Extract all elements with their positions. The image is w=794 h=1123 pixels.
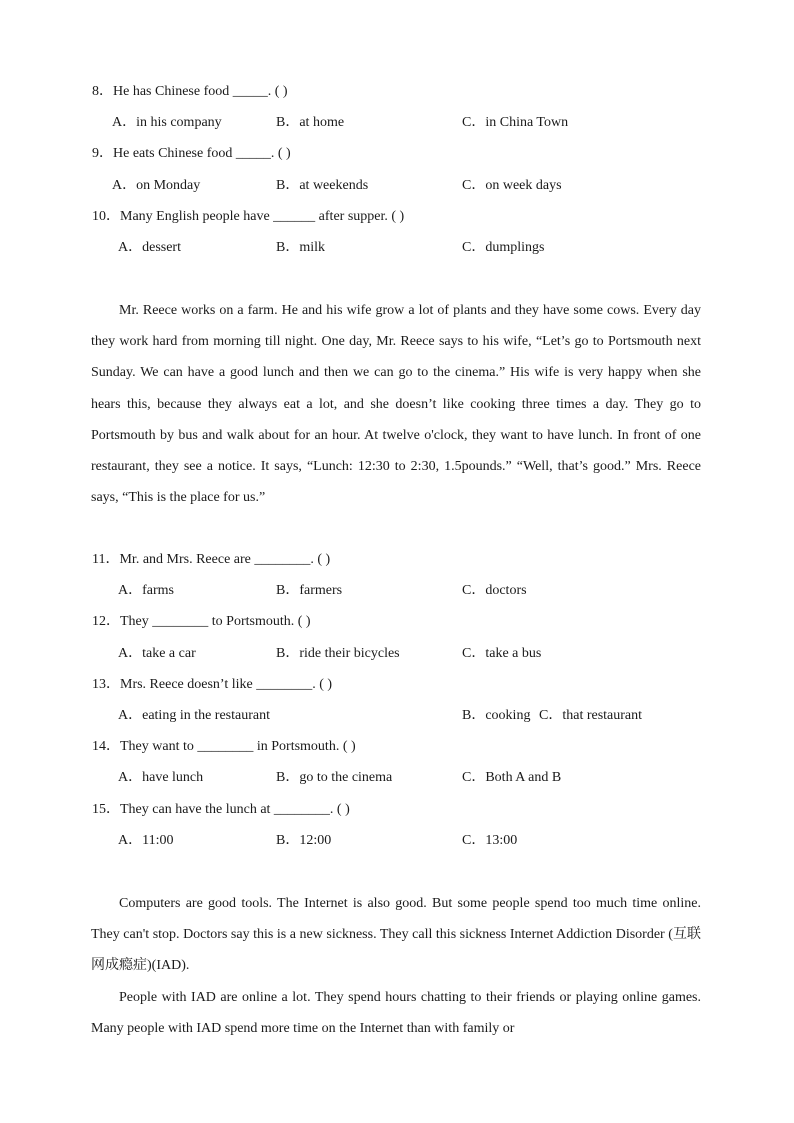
q15-option-a: A．11:00 [118, 833, 174, 848]
question-13: 13．Mrs. Reece doesn’t like ________. ( ) [92, 677, 333, 692]
q14-option-c: C．Both A and B [462, 770, 562, 785]
q9-option-b: B．at weekends [276, 178, 369, 193]
question-9: 9．He eats Chinese food _____. ( ) [92, 146, 291, 161]
passage-iad-paragraph-1: Computers are good tools. The Internet is also good. But some people spend too much time online. They can't stop. Doctors say this is a new sickness. They call this sickness Internet Addiction Disorder (互联网成瘾症)(IAD). [91, 896, 701, 974]
q13-option-a: A．eating in the restaurant [118, 708, 271, 723]
q11-option-c: C．doctors [462, 583, 527, 598]
q12-option-c: C．take a bus [462, 646, 542, 661]
q15-option-c: C．13:00 [462, 833, 518, 848]
q9-option-c: C．on week days [462, 178, 562, 193]
passage-iad [91, 888, 701, 1044]
q13-option-c: C．that restaurant [539, 708, 643, 723]
q11-option-b: B．farmers [276, 583, 343, 598]
q8-option-b: B．at home [276, 115, 345, 130]
question-8: 8．He has Chinese food _____. ( ) [92, 84, 288, 99]
q12-option-a: A．take a car [118, 646, 196, 661]
passage-iad-paragraph-2: People with IAD are online a lot. They spend hours chatting to their friends or playing online games. Many people with IAD spend more time on the Internet than with family or [91, 989, 701, 1036]
q8-option-a: A．in his company [112, 115, 222, 130]
q14-option-a: A．have lunch [118, 770, 204, 785]
passage-reece-text: Mr. Reece works on a farm. He and his wife grow a lot of plants and they have some cows. Every day they work hard from morning till night. One day, Mr. Reece says to his wife, “Let’s go to Portsmouth next Sunday. We can have a good lunch and then we can go to the cinema.” His wife is very happy when she hears this, because they always eat a lot, and she doesn’t like cooking three times a day. They go to Portsmouth by bus and walk about for an hour. At twelve o'clock, they want to have lunch. In front of one restaurant, they see a notice. It says, “Lunch: 12:30 to 2:30, 1.5pounds.” “Well, that’s good.” Mrs. Reece says, “This is the place for us.” [91, 303, 701, 506]
q10-option-b: B．milk [276, 240, 326, 255]
q15-option-b: B．12:00 [276, 833, 332, 848]
q10-option-a: A．dessert [118, 240, 181, 255]
passage-reece [91, 295, 701, 513]
q10-option-c: C．dumplings [462, 240, 545, 255]
q13-option-b: B．cooking [462, 708, 531, 723]
q12-option-b: B．ride their bicycles [276, 646, 400, 661]
q14-option-b: B．go to the cinema [276, 770, 393, 785]
q11-option-a: A．farms [118, 583, 174, 598]
question-14: 14．They want to ________ in Portsmouth. ( ) [92, 739, 356, 754]
question-10: 10．Many English people have ______ after supper. ( ) [92, 209, 405, 224]
q8-option-c: C．in China Town [462, 115, 569, 130]
question-15: 15．They can have the lunch at ________. ( ) [92, 802, 350, 817]
question-11: 11．Mr. and Mrs. Reece are ________. ( ) [92, 552, 331, 567]
q9-option-a: A．on Monday [112, 178, 201, 193]
question-12: 12．They ________ to Portsmouth. ( ) [92, 614, 311, 629]
